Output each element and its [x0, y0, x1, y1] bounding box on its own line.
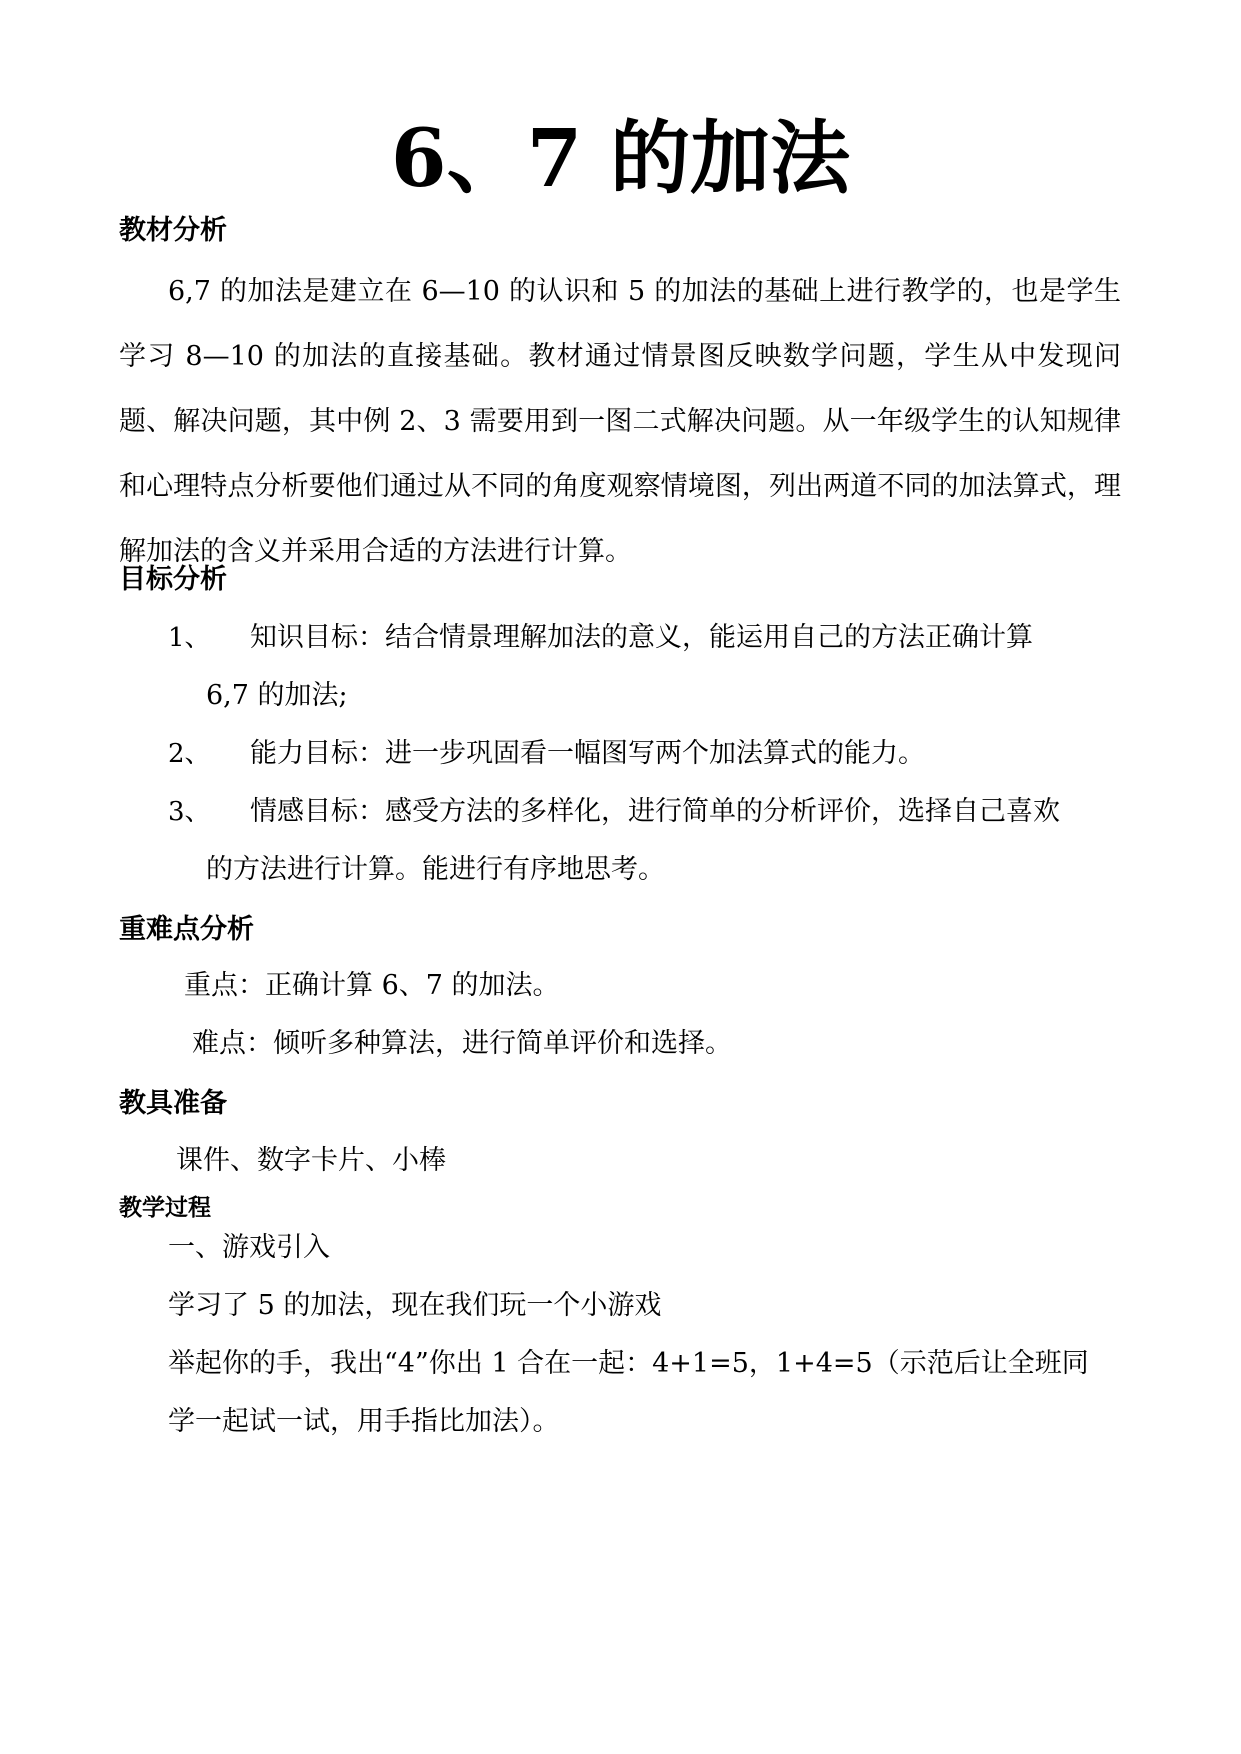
- materials-paragraph: 6,7 的加法是建立在 6—10 的认识和 5 的加法的基础上进行教学的，也是学生学习 8—10 的加法的直接基础。教材通过情景图反映数学问题，学生从中发现问题、解决问题，其中例 2、3 需要用到一图二式解决问题。从一年级学生的认知规律和心理特点分析要他们通过从不同的角度观察情境图，列出两道不同的加法算式，理解加法的含义并采用合适的方法进行计算。: [119, 276, 1121, 567]
- page-title: 6、7 的加法: [390, 111, 851, 205]
- goal-item-text: 情感目标：感受方法的多样化，进行简单的分析评价，选择自己喜欢: [250, 796, 1060, 827]
- process-text: 学习了 5 的加法，现在我们玩一个小游戏: [168, 1290, 662, 1321]
- goal-item-text-continued: 的方法进行计算。能进行有序地思考。: [206, 854, 665, 885]
- section-heading-goals: 目标分析: [119, 564, 227, 595]
- tools-list: 课件、数字卡片、小棒: [176, 1145, 446, 1176]
- section-heading-materials: 教材分析: [119, 215, 227, 246]
- section-heading-tools: 教具准备: [119, 1088, 227, 1119]
- goal-item-text: 知识目标：结合情景理解加法的意义，能运用自己的方法正确计算: [250, 622, 1033, 653]
- process-text: 举起你的手，我出“4”你出 1 合在一起：4+1=5，1+4=5（示范后让全班同: [168, 1348, 1089, 1379]
- goal-number: 3、: [168, 797, 211, 827]
- goal-item-text-continued: 6,7 的加法;: [206, 680, 348, 711]
- process-text: 学一起试一试，用手指比加法）。: [168, 1406, 560, 1437]
- process-step-title: 一、游戏引入: [168, 1232, 330, 1263]
- goal-number: 1、: [168, 623, 211, 653]
- section-heading-keypoints: 重难点分析: [119, 914, 254, 945]
- key-point-text: 重点：正确计算 6、7 的加法。: [184, 970, 560, 1001]
- difficult-point-text: 难点：倾听多种算法，进行简单评价和选择。: [192, 1028, 732, 1059]
- goal-item-text: 能力目标：进一步巩固看一幅图写两个加法算式的能力。: [250, 738, 925, 769]
- goal-number: 2、: [168, 739, 211, 769]
- section-heading-process: 教学过程: [119, 1195, 211, 1221]
